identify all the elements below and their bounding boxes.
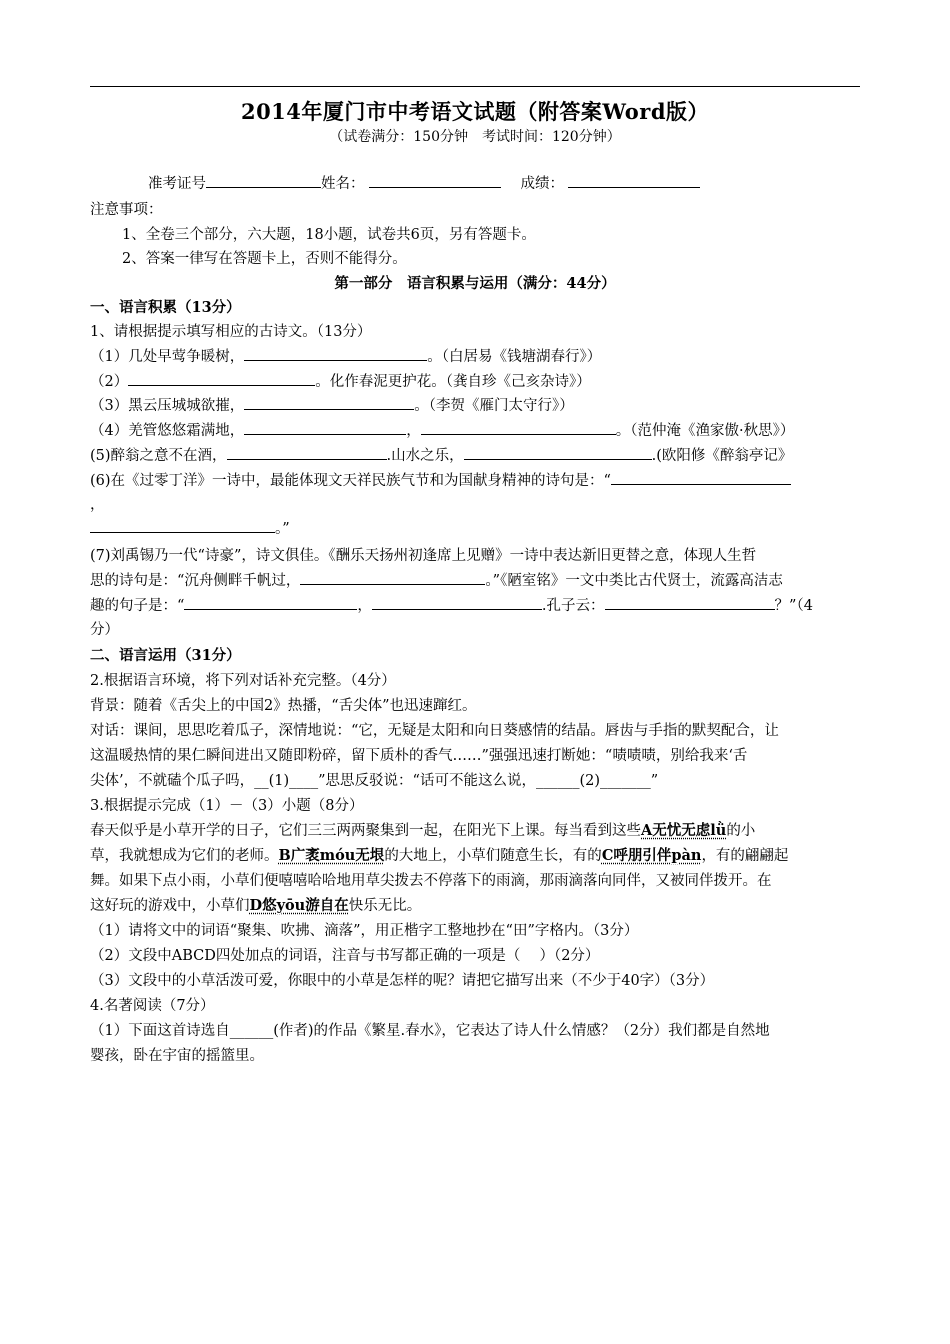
answer-blank [227, 445, 387, 460]
page-subtitle: （试卷满分：150分钟 考试时间：120分钟） [329, 129, 621, 145]
q3-sub-3: （3）文段中的小草活泼可爱，你眼中的小草是怎样的呢？请把它描写出来（不少于40字）（3分） [90, 973, 715, 989]
notice-item-2: 2、答案一律写在答题卡上，否则不能得分。 [122, 251, 407, 267]
q1-prompt: 1、请根据提示填写相应的古诗文。（13分） [90, 324, 372, 340]
answer-blank [300, 570, 485, 585]
q1-item-7-l1: (7)刘禹锡乃一代“诗豪”，诗文俱佳。《酬乐天扬州初逢席上见赠》一诗中表达新旧更替之意，体现人生哲 [90, 548, 757, 564]
answer-blank [90, 518, 275, 533]
name-label: 姓名： [321, 176, 365, 192]
q2-background: 背景：随着《舌尖上的中国2》热播，“舌尖体”也迅速蹿红。 [90, 698, 477, 714]
q1-item-7-l3: 趣的句子是：“ ， .孔子云： ？”（4 [90, 594, 862, 618]
q2-dialog-3: 尖体’，不就磕个瓜子吗，__(1)____”思思反驳说：“话可不能这么说，______(2)_______” [90, 773, 659, 789]
q3-passage-1: 春天似乎是小草开学的日子，它们三三两两聚集到一起，在阳光下上课。每当看到这些A无忧无虑lǜ的小 [90, 822, 756, 839]
q4-line-1: （1）下面这首诗选自______(作者)的作品《繁星.春水》，它表达了诗人什么情感？（2分）我们都是自然地 [90, 1023, 770, 1039]
top-rule [90, 86, 860, 87]
header-fields [148, 172, 920, 196]
dotted-word-b: B广袤móu无垠 [278, 847, 385, 864]
q4-prompt: 4.名著阅读（7分） [90, 998, 215, 1014]
q2-dialog-1: 对话：课间，思思吃着瓜子，深情地说：“它，无疑是太阳和向日葵感情的结晶。唇齿与手指的默契配合，让 [90, 723, 779, 739]
q1-item-5: (5)醉翁之意不在酒， .山水之乐， .(欧阳修《醉翁亭记》 [90, 444, 862, 468]
score-label: 成绩： [520, 176, 564, 192]
page-title: 2014年厦门市中考语文试题（附答案Word版） [240, 99, 710, 124]
answer-blank [128, 371, 315, 386]
q1-item-7-l4: 分） [90, 622, 119, 638]
dotted-word-d: D悠yōu游自在 [249, 897, 349, 914]
q3-prompt: 3.根据提示完成（1）－（3）小题（8分） [90, 798, 364, 814]
answer-blank [421, 420, 616, 435]
zkzh-label: 准考证号 [148, 176, 206, 192]
notice-item-1: 1、全卷三个部分，六大题，18小题，试卷共6页，另有答题卡。 [122, 227, 536, 243]
q1-item-3: （3）黑云压城城欲摧， 。（李贺《雁门太守行》） [90, 394, 862, 418]
answer-blank [184, 595, 357, 610]
answer-blank [605, 595, 775, 610]
section1-heading: 一、语言积累（13分） [90, 299, 241, 316]
q1-item-4: （4）羌管悠悠霜满地， ， 。（范仲淹《渔家傲·秋思》） [90, 419, 862, 443]
answer-blank [464, 445, 652, 460]
dotted-word-a: A无忧无虑lǜ [641, 822, 727, 839]
q4-line-2: 婴孩，卧在宇宙的摇篮里。 [90, 1048, 264, 1064]
answer-blank [244, 420, 406, 435]
q1-item-6: (6)在《过零丁洋》一诗中，最能体现文天祥民族气节和为国献身精神的诗句是：“ [90, 469, 862, 493]
q1-item-6-comma: ， [90, 497, 105, 513]
dotted-word-c: C呼朋引伴pàn [601, 847, 702, 864]
q1-item-6-cont: 。” [90, 517, 862, 541]
q3-passage-3: 舞。如果下点小雨，小草们便嘻嘻哈哈地用草尖拨去不停落下的雨滴，那雨滴落向同伴，又被同伴拨开。在 [90, 873, 772, 889]
answer-blank [611, 470, 791, 485]
notice-label: 注意事项： [90, 202, 163, 218]
q1-item-2: （2） 。化作春泥更护花。（龚自珍《己亥杂诗》） [90, 370, 862, 394]
q3-sub-2: （2）文段中ABCD四处加点的词语，注音与书写都正确的一项是（ ）（2分） [90, 948, 600, 964]
zkzh-blank [206, 173, 321, 188]
part1-heading: 第一部分 语言积累与运用（满分：44分） [334, 275, 616, 292]
score-blank [568, 173, 700, 188]
answer-blank [244, 346, 427, 361]
q3-passage-2: 草，我就想成为它们的老师。B广袤móu无垠的大地上，小草们随意生长，有的C呼朋引伴pàn，有的翩翩起 [90, 847, 789, 864]
name-blank [369, 173, 501, 188]
section2-heading: 二、语言运用（31分） [90, 647, 241, 664]
q1-item-7-l2: 思的诗句是：“沉舟侧畔千帆过， 。”《陋室铭》一文中类比古代贤士，流露高洁志 [90, 569, 862, 593]
q3-sub-1: （1）请将文中的词语“聚集、吹拂、滴落”，用正楷字工整地抄在“田”字格内。（3分） [90, 923, 639, 939]
answer-blank [372, 595, 542, 610]
q2-prompt: 2.根据语言环境，将下列对话补充完整。（4分） [90, 673, 396, 689]
q1-item-1: （1）几处早莺争暖树， 。（白居易《钱塘湖春行》） [90, 345, 862, 369]
q3-passage-4: 这好玩的游戏中，小草们D悠yōu游自在快乐无比。 [90, 897, 422, 914]
q2-dialog-2: 这温暖热情的果仁瞬间进出又随即粉碎，留下质朴的香气……”强强迅速打断她：“啧啧啧，别给我来‘舌 [90, 748, 748, 764]
answer-blank [244, 395, 414, 410]
